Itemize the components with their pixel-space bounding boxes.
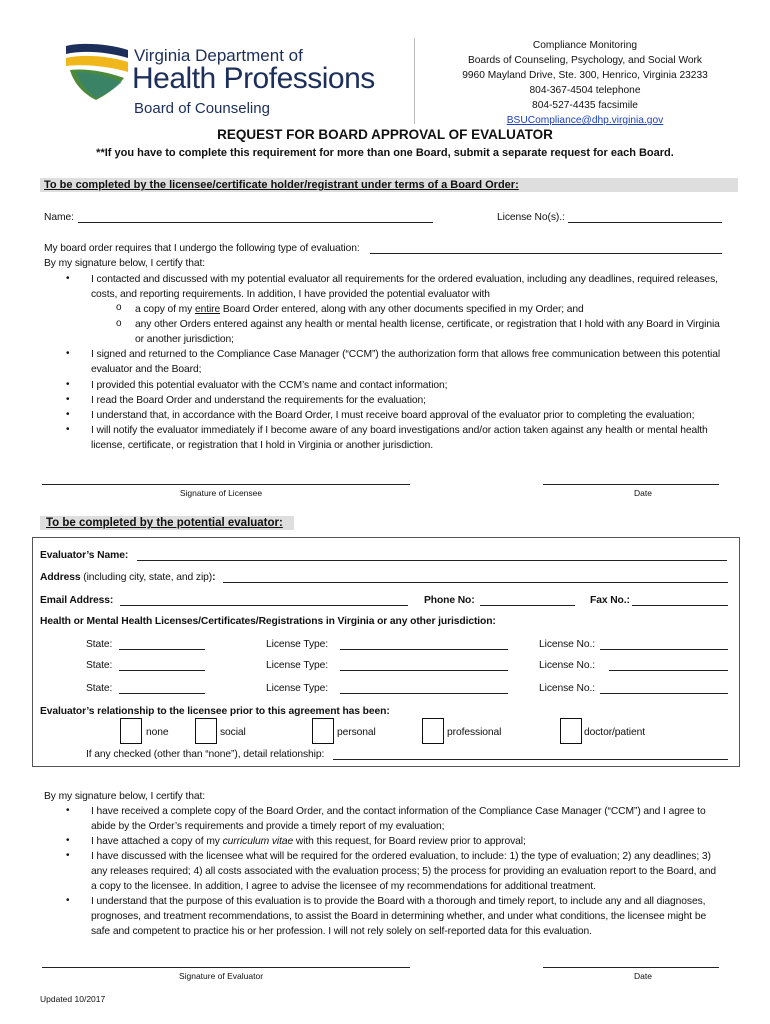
evaluator-statement-1: I have received a complete copy of the Board Order, and the contact information of the Compliance Case Manager (“CCM”) and I agree to (91, 806, 706, 817)
checkbox-none[interactable] (120, 718, 142, 744)
evaluator-phone-field[interactable] (480, 593, 575, 606)
address-line-3: 9960 Mayland Drive, Ste. 300, Henrico, Virginia 23233 (462, 70, 708, 81)
section1-heading (40, 178, 738, 192)
licensee-statement-3: I provided this potential evaluator with the CCM’s name and contact information; (91, 380, 448, 391)
license-numbers-label: License No(s).: (497, 212, 565, 223)
license-no-field-2[interactable] (609, 658, 728, 671)
logo-line-1: Virginia Department of (134, 46, 303, 65)
state-field-2[interactable] (119, 658, 205, 671)
section2-heading-text: To be completed by the potential evaluator: (46, 517, 283, 529)
evaluator-fax-label: Fax No.: (590, 595, 630, 606)
evaluator-fax-field[interactable] (632, 593, 728, 606)
license-type-field-1[interactable] (340, 637, 508, 650)
address-phone: 804-367-4504 telephone (529, 85, 641, 96)
checkbox-professional[interactable] (422, 718, 444, 744)
option-social-label: social (220, 727, 246, 738)
bullet-icon: • (66, 379, 70, 390)
licensee-signature-line[interactable] (42, 484, 410, 485)
checkbox-social[interactable] (195, 718, 217, 744)
address-line-1: Compliance Monitoring (532, 40, 638, 51)
bullet-icon: • (66, 273, 70, 284)
license-type-field-2[interactable] (340, 658, 508, 671)
bullet-icon: • (66, 895, 70, 906)
page-title: REQUEST FOR BOARD APPROVAL OF EVALUATOR (217, 127, 553, 142)
evaluator-date-label: Date (634, 971, 652, 981)
license-type-label-1: License Type: (266, 639, 329, 650)
evaluator-statement-3-cont2: a copy to the licensee. In addition, I agree to advise the licensee of my recommendations for additional treatment. (91, 881, 596, 892)
email-link[interactable]: BSUCompliance@dhp.virginia.gov (506, 115, 664, 126)
evaluator-address-field[interactable] (223, 570, 728, 583)
license-type-label-3: License Type: (266, 683, 329, 694)
swoosh-logo-icon (62, 42, 132, 108)
evaluator-signature-line[interactable] (42, 967, 410, 968)
evaluator-statement-3: I have discussed with the licensee what will be required for the ordered evaluation, to include: 1) the type of evaluation; 2) any deadlines; 3) (91, 851, 711, 862)
licensee-statement-4: I read the Board Order and understand the requirements for the evaluation; (91, 395, 426, 406)
evaluator-email-field[interactable] (120, 593, 408, 606)
licensee-substatement-2: any other Orders entered against any health or mental health license, certificate, or registration that I hold with any Board in Virginia (135, 319, 720, 330)
option-personal-label: personal (337, 727, 376, 738)
checkbox-personal[interactable] (312, 718, 334, 744)
state-field-1[interactable] (119, 637, 205, 650)
evaluator-date-line[interactable] (543, 967, 719, 968)
logo-line-2: Health Professions (132, 62, 375, 95)
licensee-signature-label: Signature of Licensee (179, 488, 263, 498)
circle-bullet-icon: o (116, 318, 122, 329)
bullet-icon: • (66, 424, 70, 435)
evaluator-statement-1-cont: abide by the Order’s requirements and provide a timely report of my evaluation; (91, 821, 445, 832)
header-divider (414, 38, 415, 124)
evaluator-certify-intro: By my signature below, I certify that: (44, 791, 206, 802)
agency-logo (62, 40, 412, 122)
state-field-3[interactable] (119, 681, 205, 694)
evaluation-type-field[interactable] (370, 241, 722, 254)
bullet-icon: • (66, 850, 70, 861)
updated-date: Updated 10/2017 (40, 994, 106, 1004)
license-no-field-3[interactable] (600, 681, 728, 694)
section1-heading-text: To be completed by the licensee/certificate holder/registrant under terms of a Board Order: (44, 179, 519, 191)
licensee-statement-6: I will notify the evaluator immediately if I become aware of any board investigations and/or action taken against any health or mental health (91, 425, 708, 436)
licensee-name-label: Name: (44, 212, 74, 223)
bullet-icon: • (66, 835, 70, 846)
evaluator-statement-2: I have attached a copy of my curriculum vitae with this request, for Board review prior to approval; (91, 836, 526, 847)
evaluator-statement-4-cont2: safe and competent to practice his or her profession. I will not rely solely on self-reported data for this evaluation. (91, 926, 592, 937)
licensee-statement-1-cont: costs, and reporting requirements. In addition, I have provided the potential evaluator with (91, 289, 490, 300)
evaluator-statement-3-cont: any releases required; 4) all costs associated with the evaluation process; 5) the process for providing an evaluation report to the Board, and (91, 866, 717, 877)
state-label-2: State: (86, 660, 113, 671)
evaluator-address-label: Address (including city, state, and zip): (40, 572, 216, 583)
page-subtitle: **If you have to complete this requirement for more than one Board, submit a separate request for each Board. (96, 147, 674, 159)
bullet-icon: • (66, 805, 70, 816)
license-no-label-3: License No.: (539, 683, 596, 694)
evaluator-phone-label: Phone No: (424, 595, 475, 606)
option-doctor-patient-label: doctor/patient (584, 727, 645, 738)
relationship-detail-label: If any checked (other than “none”), detail relationship: (86, 749, 325, 760)
license-type-label-2: License Type: (266, 660, 329, 671)
address-line-2: Boards of Counseling, Psychology, and Social Work (467, 55, 703, 66)
bullet-icon: • (66, 348, 70, 359)
option-professional-label: professional (447, 727, 502, 738)
logo-line-3: Board of Counseling (134, 100, 270, 117)
licenses-heading: Health or Mental Health Licenses/Certificates/Registrations in Virginia or any other jurisdiction: (40, 616, 496, 627)
section2-heading (40, 516, 294, 530)
licensee-certify-intro: By my signature below, I certify that: (44, 258, 206, 269)
evaluator-statement-4-cont: prognoses, and treatment recommendations, to assist the Board in determining whether, and under what conditions, the licensee might be (91, 911, 707, 922)
relationship-heading: Evaluator’s relationship to the licensee prior to this agreement has been: (40, 706, 390, 717)
relationship-detail-field[interactable] (333, 747, 728, 760)
bullet-icon: • (66, 409, 70, 420)
licensee-date-label: Date (634, 488, 652, 498)
licensee-statement-2: I signed and returned to the Compliance Case Manager (“CCM”) the authorization form that allows free communication between this potential (91, 349, 721, 360)
licensee-statement-6-cont: license, certificate, or registration that I hold in Virginia or another jurisdiction. (91, 440, 434, 451)
evaluator-statement-4: I understand that the purpose of this evaluation is to provide the Board with a thorough and timely report, to include any and all diagnoses, (91, 896, 706, 907)
evaluation-type-label: My board order requires that I undergo the following type of evaluation: (44, 243, 360, 254)
evaluator-signature-label: Signature of Evaluator (178, 971, 264, 981)
licensee-substatement-2-cont: or another jurisdiction; (135, 334, 234, 345)
state-label-1: State: (86, 639, 113, 650)
checkbox-doctor-patient[interactable] (560, 718, 582, 744)
licensee-substatement-1: a copy of my entire Board Order entered, along with any other documents specified in my Order; and (135, 304, 584, 315)
licensee-statement-2-cont: evaluator and the Board; (91, 364, 202, 375)
evaluator-name-field[interactable] (137, 548, 727, 561)
licensee-name-field[interactable] (78, 210, 433, 223)
license-no-label-1: License No.: (539, 639, 596, 650)
address-fax: 804-527-4435 facsimile (532, 100, 638, 111)
license-type-field-3[interactable] (340, 681, 508, 694)
circle-bullet-icon: o (116, 302, 122, 313)
licensee-date-line[interactable] (543, 484, 719, 485)
agency-address (420, 38, 750, 128)
state-label-3: State: (86, 683, 113, 694)
bullet-icon: • (66, 394, 70, 405)
license-numbers-field[interactable] (568, 210, 722, 223)
evaluator-email-label: Email Address: (40, 595, 114, 606)
evaluator-name-label: Evaluator’s Name: (40, 550, 129, 561)
license-no-field-1[interactable] (600, 637, 728, 650)
licensee-statement-1: I contacted and discussed with my potential evaluator all requirements for the ordered evaluation, including any deadlines, required releases, (91, 274, 718, 285)
option-none-label: none (146, 727, 169, 738)
license-no-label-2: License No.: (539, 660, 596, 671)
licensee-statement-5: I understand that, in accordance with the Board Order, I must receive board approval of the evaluator prior to completing the evaluation; (91, 410, 695, 421)
